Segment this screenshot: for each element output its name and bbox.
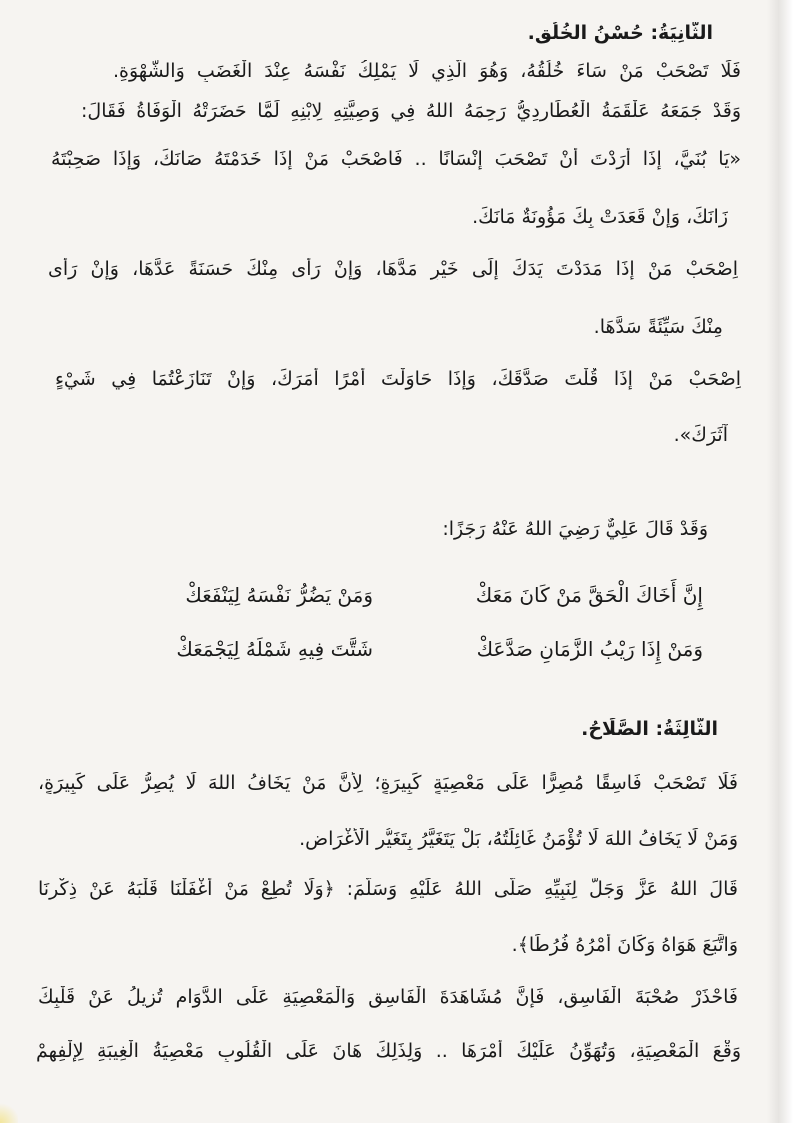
section-two-heading: الثَّانِيَةُ: حُسْنُ الخُلُقِ. xyxy=(527,22,713,44)
verse-2-second-hemistich: شَتَّتَ فِيهِ شَمْلَهُ لِيَجْمَعَكْ xyxy=(176,637,373,661)
body-line: فَاحْذَرْ صُحْبَةَ الْفَاسِقِ، فَإِنَّ مُشَاهَدَةَ الْفَاسِقِ وَالْمَعْصِيَةِ عَلَى الدَّوَامِ تُزِيلُ عَنْ قَلْبِكَ xyxy=(38,986,738,1008)
body-line: اِصْحَبْ مَنْ إِذَا مَدَدْتَ يَدَكَ إِلَى خَيْرٍ مَدَّهَا، وَإِنْ رَأَى مِنْكَ حَسَنَةً عَدَّهَا، وَإِنْ رَأَى xyxy=(48,258,738,280)
body-line: آثَرَكَ». xyxy=(673,424,728,446)
body-line: فَلَا تَصْحَبْ فَاسِقًا مُصِرًّا عَلَى مَعْصِيَةٍ كَبِيرَةٍ؛ لِأَنَّ مَنْ يَخَافُ اللهَ لَا يُصِرُّ عَلَى كَبِيرَةٍ، xyxy=(38,772,738,794)
verse-1-second-hemistich: وَمَنْ يَضُرُّ نَفْسَهُ لِيَنْفَعَكْ xyxy=(185,583,373,607)
body-line: وَاتَّبَعَ هَوَاهُ وَكَانَ أَمْرُهُ فُرُطًا﴾. xyxy=(511,934,738,956)
body-line: «يَا بُنَيَّ، إِذَا أَرَدْتَ أَنْ تَصْحَبَ إِنْسَانًا .. فَاصْحَبْ مَنْ إِذَا خَدَمْتَهُ صَانَكَ، وَإِذَا صَحِبْتَهُ xyxy=(51,148,741,170)
body-line: وَقَدْ جَمَعَهُ عَلْقَمَةُ الْعُطَارِدِيُّ رَحِمَهُ اللهُ فِي وَصِيَّتِهِ لِابْنِهِ لَمَّا حَضَرَتْهُ الْوَفَاةُ فَقَالَ: xyxy=(81,100,741,122)
poem-intro: وَقَدْ قَالَ عَلِيٌّ رَضِيَ اللهُ عَنْهُ رَجَزًا: xyxy=(442,518,708,540)
verse-1-first-hemistich: إِنَّ أَخَاكَ الْحَقَّ مَنْ كَانَ مَعَكْ xyxy=(475,583,703,607)
section-three-heading: الثَّالِثَةُ: الصَّلَاحُ. xyxy=(581,718,718,740)
body-line: قَالَ اللهُ عَزَّ وَجَلَّ لِنَبِيِّهِ صَلَّى اللهُ عَلَيْهِ وَسَلَّمَ: ﴿وَلَا تُطِعْ مَنْ أَغْفَلْنَا قَلْبَهُ عَنْ ذِكْرِنَا xyxy=(38,878,738,900)
body-line: وَقْعَ الْمَعْصِيَةِ، وَتُهَوِّنُ عَلَيْكَ أَمْرَهَا .. وَلِذَلِكَ هَانَ عَلَى الْقُلُوبِ مَعْصِيَةُ الْغِيبَةِ لِإِلْفِهِمْ xyxy=(36,1040,741,1062)
body-line: فَلَا تَصْحَبْ مَنْ سَاءَ خُلُقُهُ، وَهُوَ الَّذِي لَا يَمْلِكُ نَفْسَهُ عِنْدَ الْغَضَبِ وَالشَّهْوَةِ. xyxy=(113,60,741,82)
page-edge-shadow xyxy=(767,0,793,1123)
body-line: اِصْحَبْ مَنْ إِذَا قُلْتَ صَدَّقَكَ، وَإِذَا حَاوَلْتَ أَمْرًا أَمَرَكَ، وَإِنْ تَنَازَعْتُمَا فِي شَيْءٍ xyxy=(55,368,741,390)
body-line: وَمَنْ لَا يَخَافُ اللهَ لَا تُؤْمَنُ غَائِلَتُهُ، بَلْ يَتَغَيَّرُ بِتَغَيُّرِ الْأَغْرَاضِ. xyxy=(299,828,738,850)
verse-2-first-hemistich: وَمَنْ إِذَا رَيْبُ الزَّمَانِ صَدَّعَكْ xyxy=(476,637,703,661)
body-line: زَانَكَ، وَإِنْ قَعَدَتْ بِكَ مَؤُونَةٌ مَانَكَ. xyxy=(472,206,728,228)
corner-smudge xyxy=(0,1101,18,1123)
body-line: مِنْكَ سَيِّئَةً سَدَّهَا. xyxy=(593,316,723,338)
